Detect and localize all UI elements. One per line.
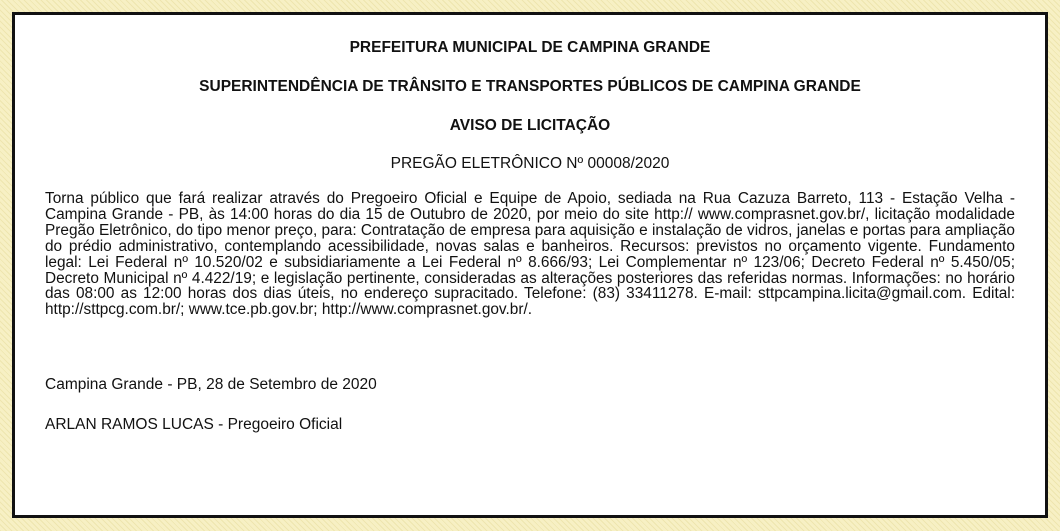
signatory: ARLAN RAMOS LUCAS - Pregoeiro Oficial xyxy=(45,416,343,434)
notice-type-heading: AVISO DE LICITAÇÃO xyxy=(449,117,611,134)
agency-title: SUPERINTENDÊNCIA DE TRÂNSITO E TRANSPORTES PÚBLICOS DE CAMPINA GRANDE xyxy=(199,78,861,95)
process-number: PREGÃO ELETRÔNICO Nº 00008/2020 xyxy=(390,155,670,172)
notice-frame xyxy=(12,12,1048,518)
municipality-title: PREFEITURA MUNICIPAL DE CAMPINA GRANDE xyxy=(349,39,711,56)
notice-content xyxy=(15,15,1045,434)
notice-body: Torna público que fará realizar através do Pregoeiro Oficial e Equipe de Apoio, sediada na Rua Cazuza Barreto, 113 - Estação Velha - Campina Grande - PB, às 14:00 horas do dia 15 de Outubro de 2020, por meio do site http:// www.comprasnet.gov.br/, licitação modalidade Pregão Eletrônico, do tipo menor preço, para: Contratação de empresa para aquisição e instalação de vidros, janelas e portas para ampliação do prédio administrativo, contemplando acessibilidade, novas salas e banheiros. Recursos: previstos no orçamento vigente. Fundamento legal: Lei Federal nº 10.520/02 e subsidiariamente a Lei Federal nº 8.666/93; Lei Complementar nº 123/06; Decreto Federal nº 5.450/05; Decreto Municipal nº 4.422/19; e legislação pertinente, consideradas as alterações posteriores das referidas normas. Informações: no horário das 08:00 as 12:00 horas dos dias úteis, no endereço supracitado. Telefone: (83) 33411278. E-mail: sttpcampina.licita@gmail.com. Edital: http://sttpcg.com.br/; www.tce.pb.gov.br; http://www.comprasnet.gov.br/. xyxy=(45,190,1015,319)
place-date: Campina Grande - PB, 28 de Setembro de 2020 xyxy=(45,376,377,394)
